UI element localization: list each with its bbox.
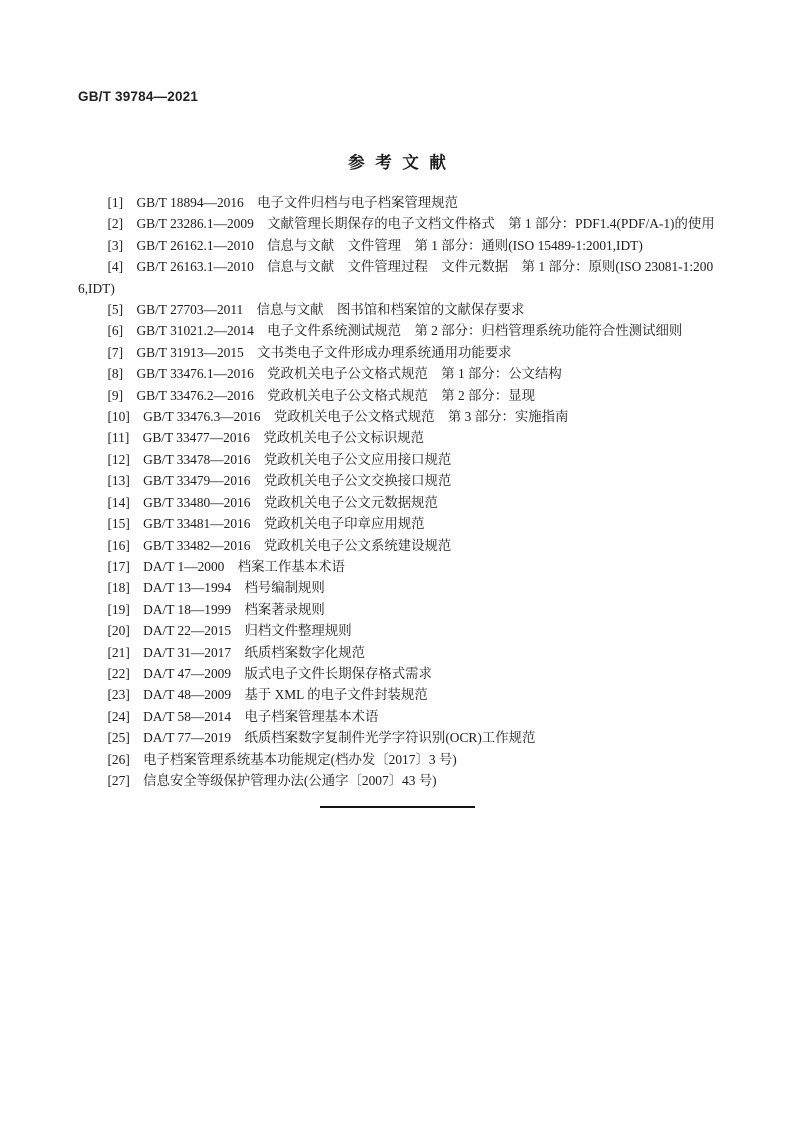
reference-item: [16] GB/T 33482—2016 党政机关电子公文系统建设规范 [107,537,452,553]
reference-item: [6] GB/T 31021.2—2014 电子文件系统测试规范 第 2 部分：归档管理系统功能符合性测试细则 [107,323,683,339]
reference-item: [9] GB/T 33476.2—2016 党政机关电子公文格式规范 第 2 部分：显现 [107,387,535,403]
end-of-document-rule [320,806,475,808]
reference-item: [15] GB/T 33481—2016 党政机关电子印章应用规范 [107,516,425,532]
reference-item: [12] GB/T 33478—2016 党政机关电子公文应用接口规范 [107,451,452,467]
reference-item: [18] DA/T 13—1994 档号编制规则 [107,580,325,596]
reference-item: [5] GB/T 27703—2011 信息与文献 图书馆和档案馆的文献保存要求 [107,302,525,318]
references-list [78,192,716,791]
reference-item: [13] GB/T 33479—2016 党政机关电子公文交换接口规范 [107,473,452,489]
reference-item: [24] DA/T 58—2014 电子档案管理基本术语 [107,708,379,724]
reference-item: [26] 电子档案管理系统基本功能规定(档办发〔2017〕3 号) [107,751,457,767]
reference-item: [21] DA/T 31—2017 纸质档案数字化规范 [107,644,365,660]
page-title: 参 考 文 献 [348,154,446,172]
reference-item: [8] GB/T 33476.1—2016 党政机关电子公文格式规范 第 1 部分：公文结构 [107,366,562,382]
standard-number: GB/T 39784—2021 [78,89,199,104]
reference-item: [22] DA/T 47—2009 版式电子文件长期保存格式需求 [107,665,432,681]
reference-item: [17] DA/T 1—2000 档案工作基本术语 [107,558,345,574]
reference-item: [2] GB/T 23286.1—2009 文献管理长期保存的电子文档文件格式 第 1 部分：PDF1.4(PDF/A-1)的使用 [107,216,715,232]
reference-item: [4] GB/T 26163.1—2010 信息与文献 文件管理过程 文件元数据 第 1 部分：原则(ISO 23081-1:2006,IDT) [78,259,714,296]
reference-item: [23] DA/T 48—2009 基于 XML 的电子文件封装规范 [107,687,428,703]
reference-item: [3] GB/T 26162.1—2010 信息与文献 文件管理 第 1 部分：通则(ISO 15489-1:2001,IDT) [107,237,643,253]
reference-item: [14] GB/T 33480—2016 党政机关电子公文元数据规范 [107,494,438,510]
reference-item: [7] GB/T 31913—2015 文书类电子文件形成办理系统通用功能要求 [107,344,512,360]
reference-item: [11] GB/T 33477—2016 党政机关电子公文标识规范 [107,430,425,446]
reference-item: [1] GB/T 18894—2016 电子文件归档与电子档案管理规范 [107,195,458,210]
reference-item: [27] 信息安全等级保护管理办法(公通字〔2007〕43 号) [107,772,437,788]
reference-item: [20] DA/T 22—2015 归档文件整理规则 [107,623,352,639]
reference-item: [25] DA/T 77—2019 纸质档案数字复制件光学字符识别(OCR)工作规范 [107,730,536,746]
document-header [78,88,716,106]
reference-item: [19] DA/T 18—1999 档案著录规则 [107,601,325,617]
reference-item: [10] GB/T 33476.3—2016 党政机关电子公文格式规范 第 3 部分：实施指南 [107,409,569,425]
